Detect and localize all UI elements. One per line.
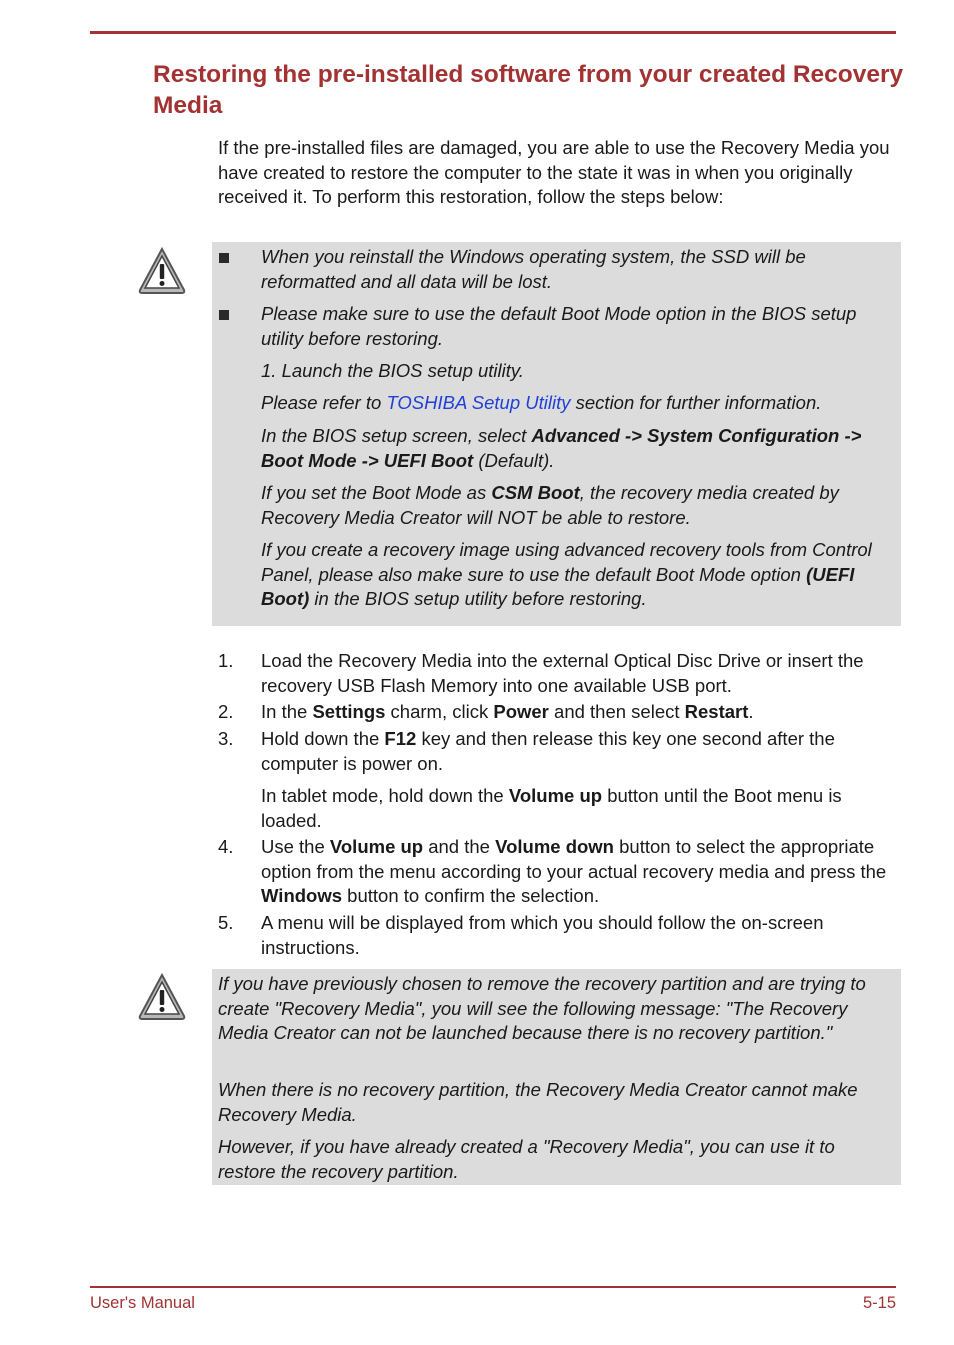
note-refer: Please refer to TOSHIBA Setup Utility section for further information.	[261, 392, 822, 413]
step-number: 2.	[218, 701, 234, 722]
note-bullet-1: When you reinstall the Windows operating system, the SSD will be reformatted and all data will be lost.	[261, 246, 806, 292]
warning-note-box	[212, 242, 901, 626]
note-step-1: 1. Launch the BIOS setup utility.	[261, 360, 524, 381]
toshiba-setup-utility-link[interactable]: TOSHIBA Setup Utility	[386, 392, 571, 413]
step-3-tablet-note: In tablet mode, hold down the Volume up button until the Boot menu is loaded.	[261, 785, 842, 831]
bullet-square	[219, 310, 229, 320]
step-number: 4.	[218, 836, 234, 857]
warning-triangle-icon	[137, 246, 187, 296]
note2-paragraph-2: When there is no recovery partition, the Recovery Media Creator cannot make Recovery Media.	[218, 1079, 858, 1125]
step-4: Use the Volume up and the Volume down button to select the appropriate option from the menu according to your actual recovery media and press the Windows button to confirm the selection.	[261, 836, 887, 906]
note-csm-boot: If you set the Boot Mode as CSM Boot, the recovery media created by Recovery Media Creator will NOT be able to restore.	[261, 482, 839, 528]
note2-paragraph-1: If you have previously chosen to remove the recovery partition and are trying to create "Recovery Media", you will see the following message: "The Recovery Media Creator can not be launched because there is no recovery partition."	[218, 973, 866, 1043]
step-1: Load the Recovery Media into the external Optical Disc Drive or insert the recovery USB Flash Memory into one available USB port.	[261, 650, 864, 696]
bullet-square	[219, 253, 229, 263]
intro-paragraph: If the pre-installed files are damaged, you are able to use the Recovery Media you have created to restore the computer to the state it was in when you originally received it. To perform this restoration, follow the steps below:	[218, 137, 890, 207]
footer-manual-title: User's Manual	[90, 1294, 195, 1312]
step-3: Hold down the F12 key and then release this key one second after the computer is power on.	[261, 728, 835, 774]
step-5: A menu will be displayed from which you should follow the on-screen instructions.	[261, 912, 824, 958]
note-control-panel: If you create a recovery image using advanced recovery tools from Control Panel, please also make sure to use the default Boot Mode option (UEFI Boot) in the BIOS setup utility before restoring.	[261, 539, 872, 609]
step-number: 3.	[218, 728, 234, 749]
note-bios-path: In the BIOS setup screen, select Advanced -> System Configuration -> Boot Mode -> UEFI Boot (Default).	[261, 425, 862, 471]
section-heading: Restoring the pre-installed software from your created Recovery Media	[153, 61, 904, 119]
step-2: In the Settings charm, click Power and then select Restart.	[261, 701, 754, 722]
top-rule	[90, 31, 896, 34]
warning-triangle-icon	[137, 972, 187, 1022]
note2-paragraph-3: However, if you have already created a "Recovery Media", you can use it to restore the recovery partition.	[218, 1136, 835, 1182]
step-number: 5.	[218, 912, 234, 933]
bottom-rule	[90, 1286, 896, 1288]
step-number: 1.	[218, 650, 234, 671]
note-bullet-2: Please make sure to use the default Boot Mode option in the BIOS setup utility before restoring.	[261, 303, 857, 349]
footer-page-number: 5-15	[862, 1294, 896, 1312]
recovery-partition-note-box	[212, 969, 901, 1185]
